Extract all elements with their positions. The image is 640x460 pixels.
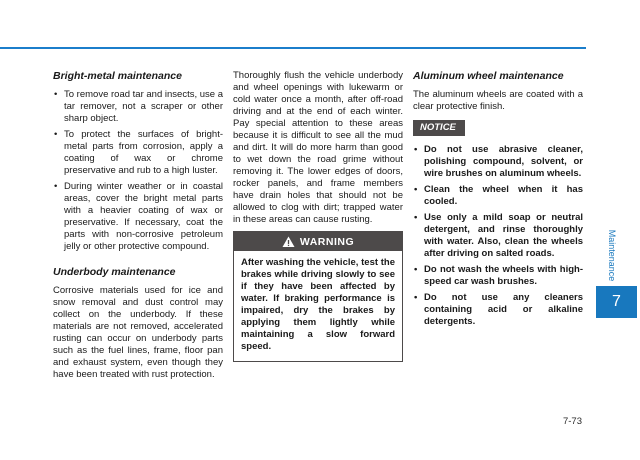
header-rule xyxy=(0,47,586,49)
left-column xyxy=(53,70,223,381)
underbody-paragraph: Corrosive materials used for ice and snow removal and dust control may collect on the underbody. If these materials are not removed, accelerated rusting can occur on underbody parts such as the fuel lines, frame, floor pan and exhaust system, even though they have been treated with rust protection. xyxy=(53,285,223,380)
chapter-tab xyxy=(596,286,637,318)
section-heading-aluminum-wheel: Aluminum wheel maintenance xyxy=(413,70,564,82)
list-item: • Use only a mild soap or neutral detergent, and rinse thoroughly with water. Also, clean the wheels after driving on salted roads. xyxy=(413,212,583,260)
right-column xyxy=(413,70,583,332)
list-item: • Do not use abrasive cleaner, polishing compound, solvent, or wire brushes on aluminum wheels. xyxy=(413,144,583,180)
bright-metal-bullet-list xyxy=(53,89,223,253)
chapter-number: 7 xyxy=(612,293,621,310)
section-heading-underbody: Underbody maintenance xyxy=(53,266,176,278)
aluminum-wheel-paragraph: The aluminum wheels are coated with a clear protective finish. xyxy=(413,89,583,112)
list-item: • To protect the surfaces of bright-metal parts from corrosion, apply a coating of wax or chrome preservative and rub to a high luster. xyxy=(53,129,223,177)
list-item: • Do not wash the wheels with high-speed car wash brushes. xyxy=(413,264,583,288)
warning-title: WARNING xyxy=(299,235,355,248)
list-item: • To remove road tar and insects, use a tar remover, not a scraper or other sharp object. xyxy=(53,89,223,125)
notice-row xyxy=(413,113,583,144)
warning-body: After washing the vehicle, test the brakes while driving slowly to see if they have been affected by water. If braking performance is impaired, dry the brakes by applying them lightly while maintaining a slow forward speed. xyxy=(241,257,395,352)
page-number: 7-73 xyxy=(562,416,582,427)
warning-header xyxy=(234,232,402,251)
notice-bullet-list xyxy=(413,144,583,328)
underbody-flush-paragraph: Thoroughly flush the vehicle underbody and wheel openings with lukewarm or cold water once a month, after off-road driving and at the end of each winter. Pay special attention to these areas because it is difficult to see all the mud and dirt. It will do more harm than good to wet down the road grime without removing it. The lower edges of doors, rocker panels, and frame members have drain holes that should not be allowed to clog with dirt; trapped water in these areas can cause rusting. xyxy=(233,70,403,225)
section-heading-bright-metal: Bright-metal maintenance xyxy=(53,70,182,82)
list-item: • During winter weather or in coastal areas, cover the bright metal parts with a heavier coating of wax or preservative. If necessary, coat the parts with non-corrosive petroleum jelly or other protective compound. xyxy=(53,181,223,253)
list-item: • Do not use any cleaners containing acid or alkaline detergents. xyxy=(413,292,583,328)
middle-column xyxy=(233,70,403,362)
chapter-label-vertical: Maintenance xyxy=(607,229,617,282)
notice-label: NOTICE xyxy=(413,120,465,136)
warning-icon xyxy=(282,236,295,248)
warning-box xyxy=(233,231,403,362)
list-item: • Clean the wheel when it has cooled. xyxy=(413,184,583,208)
